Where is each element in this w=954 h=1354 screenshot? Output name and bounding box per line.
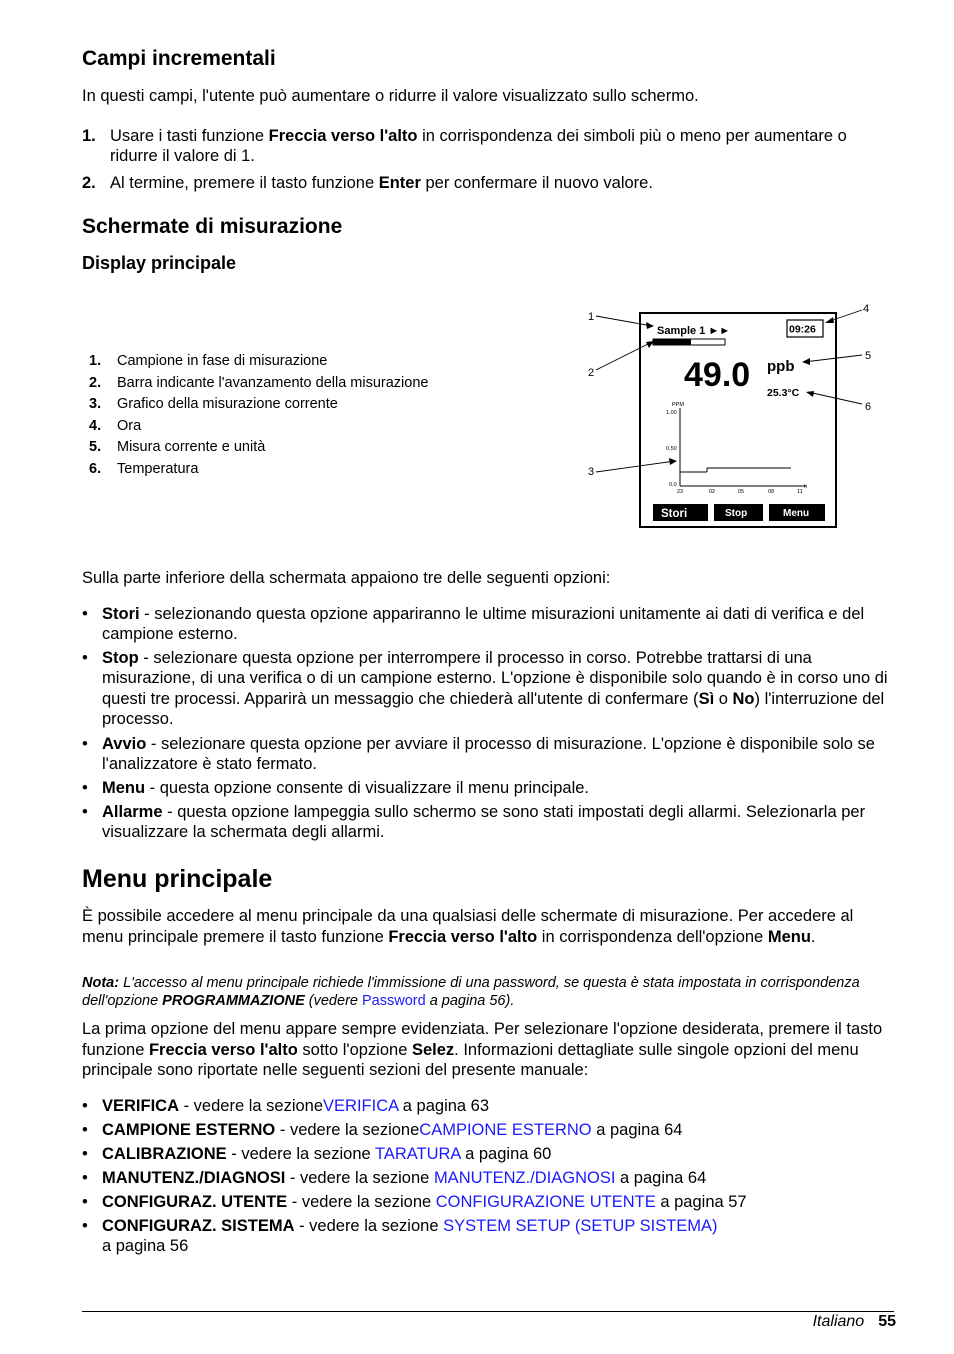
- list-item-menu: • Menu - questa opzione consente di visualizzare il menu principale.: [82, 779, 590, 797]
- callout-number: 2: [588, 367, 595, 379]
- x-tick-label: 23: [677, 489, 684, 495]
- y-tick-label: 0.0: [669, 482, 677, 488]
- menu-list-item: • MANUTENZ./DIAGNOSI - vedere la sezione MANUTENZ./DIAGNOSI a pagina 64: [82, 1169, 707, 1187]
- legend-item: 3. Grafico della misurazione corrente: [89, 396, 338, 413]
- figure-legend: [89, 351, 428, 481]
- list-item-allarme: • Allarme - questa opzione lampeggia sullo schermo se sono stati impostati degli allarmi. Selezionarla per visualizzare la schermata degli allarmi.: [82, 803, 866, 842]
- menu-softkey-label: Menu: [783, 508, 810, 519]
- section-link[interactable]: SYSTEM SETUP (SETUP SISTEMA): [443, 1217, 718, 1235]
- heading-schermate-misurazione: Schermate di misurazione: [82, 215, 343, 238]
- menu-list-item: • CONFIGURAZ. UTENTE - vedere la sezione CONFIGURAZIONE UTENTE a pagina 57: [82, 1193, 747, 1211]
- password-link[interactable]: Password: [362, 993, 426, 1009]
- list-item-stori: • Stori - selezionando questa opzione appariranno le ultime misurazioni unitamente ai dati di verifica e del campione esterno.: [82, 605, 865, 644]
- heading-menu-principale: Menu principale: [82, 865, 273, 893]
- legend-item: 1. Campione in fase di misurazione: [89, 353, 328, 369]
- callout-number: 3: [588, 466, 595, 478]
- measurement-unit: ppb: [767, 358, 795, 375]
- menu-list-item: • CAMPIONE ESTERNO - vedere la sezioneCAMPIONE ESTERNO a pagina 64: [82, 1121, 683, 1139]
- callout-number: 1: [588, 311, 595, 323]
- legend-item: 6. Temperatura: [89, 460, 199, 477]
- heading-campi-incrementali: Campi incrementali: [82, 47, 276, 70]
- main-display-figure: [584, 298, 876, 530]
- step-2: 2. Al termine, premere il tasto funzione Enter per confermare il nuovo valore.: [82, 174, 653, 192]
- x-tick-label: 11: [797, 489, 803, 495]
- stori-softkey-label: Stori: [661, 508, 688, 520]
- paragraph-options-intro: Sulla parte inferiore della schermata appaiono tre delle seguenti opzioni:: [82, 569, 611, 587]
- legend-item: 4. Ora: [89, 417, 142, 434]
- step-number: 1.: [82, 127, 96, 145]
- paragraph-menu-intro: È possibile accedere al menu principale da una qualsiasi delle schermate di misurazione. Per accedere al menu principale premere il tasto funzione Freccia verso l'alto in corrispondenza dell'opzione Menu.: [82, 907, 854, 946]
- list-item-stop: • Stop - selezionare questa opzione per interrompere il processo in corso. Potrebbe trattarsi di una misurazione, di una verifica o di un campione esterno. L'opzione è disponibile solo quando è in corso uno di questi tre processi. Apparirà un messaggio che chiederà all'utente di confermare (Sì o No) l'interruzione del processo.: [82, 649, 888, 728]
- section-link[interactable]: VERIFICA: [323, 1097, 399, 1115]
- graph-unit-label: PPM: [672, 402, 684, 408]
- stop-softkey-label: Stop: [725, 508, 748, 519]
- callout-number: 4: [863, 303, 870, 315]
- y-tick-label: 0.50: [666, 446, 677, 452]
- step-number: 2.: [82, 174, 96, 192]
- page-number: 55: [878, 1313, 896, 1330]
- section-link[interactable]: MANUTENZ./DIAGNOSI: [433, 1169, 616, 1187]
- callout-number: 5: [865, 350, 872, 362]
- paragraph-menu-selection: La prima opzione del menu appare sempre evidenziata. Per selezionare l'opzione desiderata, premere il tasto funzione Freccia verso l'alto sotto l'opzione Selez. Informazioni dettagliate sulle singole opzioni del menu principale sono riportate nelle seguenti sezioni del presente manuale:: [82, 1020, 883, 1079]
- note: Nota: L'accesso al menu principale richiede l'immissione di una password, se questa è stata impostata in corrispondenza dell'opzione PROGRAMMAZIONE (vedere Password a pagina 56).: [82, 975, 860, 1009]
- x-tick-label: 08: [768, 489, 775, 495]
- progress-bar-fill: [653, 339, 691, 345]
- temperature-readout: 25.3°C: [767, 387, 800, 399]
- sample-label: Sample 1 ►►: [657, 325, 731, 337]
- menu-list-item: • VERIFICA - vedere la sezioneVERIFICA a pagina 63: [82, 1097, 490, 1115]
- step-1: 1. Usare i tasti funzione Freccia verso l'alto in corrispondenza dei simboli più o meno per aumentare o ridurre il valore di 1.: [82, 127, 847, 165]
- menu-list-item: • CONFIGURAZ. SISTEMA - vedere la sezione SYSTEM SETUP (SETUP SISTEMA) a pagina 56: [82, 1217, 718, 1256]
- footer-rule: [82, 1311, 894, 1312]
- legend-item: 2. Barra indicante l'avanzamento della misurazione: [89, 374, 429, 391]
- y-tick-label: 1.00: [666, 410, 677, 416]
- x-unit-label: h: [804, 484, 808, 490]
- page-footer: [813, 1313, 896, 1331]
- x-tick-label: 02: [709, 489, 716, 495]
- menu-list-item: • CALIBRAZIONE - vedere la sezione TARATURA a pagina 60: [82, 1145, 552, 1163]
- footer-language: Italiano: [812, 1313, 865, 1330]
- measurement-value: 49.0: [684, 356, 751, 394]
- callout-number: 6: [865, 401, 872, 413]
- paragraph-campi-intro: In questi campi, l'utente può aumentare o ridurre il valore visualizzato sullo schermo.: [82, 87, 699, 105]
- section-link[interactable]: CAMPIONE ESTERNO: [419, 1121, 592, 1139]
- time-readout: 09:26: [789, 323, 816, 336]
- section-link[interactable]: CONFIGURAZIONE UTENTE: [435, 1193, 656, 1211]
- list-item-avvio: • Avvio - selezionare questa opzione per avviare il processo di misurazione. L'opzione è disponibile solo se l'analizzatore è stato fermato.: [82, 735, 875, 774]
- x-tick-label: 05: [738, 489, 745, 495]
- heading-display-principale: Display principale: [82, 253, 237, 273]
- legend-item: 5. Misura corrente e unità: [89, 439, 266, 456]
- section-link[interactable]: TARATURA: [374, 1145, 461, 1163]
